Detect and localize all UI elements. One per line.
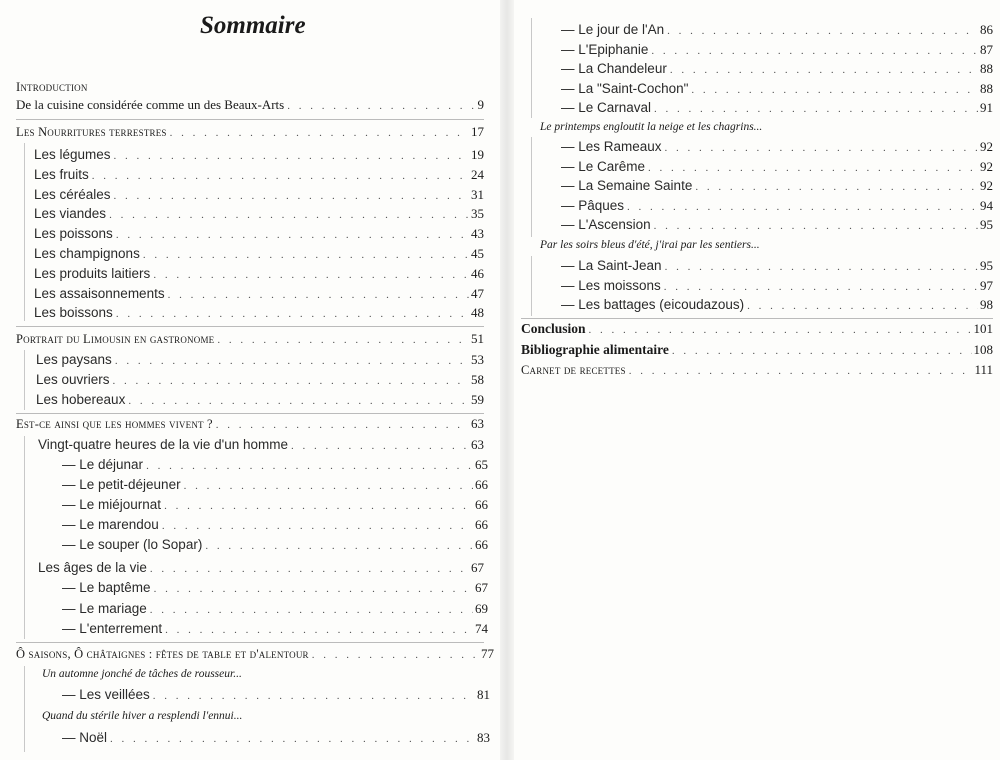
toc-entry-page: 92	[980, 158, 993, 174]
toc-entry-label: — Pâques	[561, 197, 625, 213]
leader-dots	[291, 437, 469, 455]
toc-entry-label: — La Chandeleur	[561, 61, 667, 76]
toc-entry-page: 74	[475, 621, 488, 636]
toc-entry-page: 35	[471, 206, 484, 222]
toc-entry-page: 95	[980, 258, 993, 273]
toc-entry-label: — Le mariage	[62, 600, 147, 616]
toc-entry-label: Les ouvriers	[36, 372, 110, 387]
toc-entry-page: 86	[980, 22, 993, 37]
toc-entry	[561, 21, 993, 39]
leader-dots	[168, 286, 469, 304]
toc-subsection-ete: Par les soirs bleus d'été, j'irai par les sentiers...	[540, 239, 760, 251]
leader-dots	[672, 342, 972, 360]
toc-entry	[561, 80, 993, 98]
toc-entry	[34, 205, 484, 223]
toc-entry-label: — L'Epiphanie	[561, 41, 649, 57]
indent-rule	[24, 666, 25, 752]
toc-entry-page: 9	[477, 97, 484, 112]
toc-section-bibliographie	[521, 341, 993, 359]
leader-dots	[670, 61, 978, 79]
indent-rule	[531, 137, 532, 237]
toc-entry	[62, 516, 488, 534]
toc-entry-page: 66	[475, 477, 488, 492]
toc-entry-vingt	[38, 436, 484, 454]
toc-entry	[34, 265, 484, 283]
toc-entry-label: Est-ce ainsi que les hommes vivent ?	[16, 417, 213, 431]
toc-entry	[561, 60, 993, 78]
toc-entry-page: 92	[980, 139, 993, 154]
leader-dots	[665, 258, 978, 276]
toc-section-nourritures	[16, 123, 484, 141]
toc-entry-label: Vingt-quatre heures de la vie d'un homme	[38, 437, 288, 452]
toc-entry	[561, 138, 993, 156]
toc-entry-page: 87	[980, 41, 993, 57]
toc-section-portrait	[16, 330, 484, 348]
leader-dots	[109, 206, 469, 224]
leader-dots	[150, 601, 473, 619]
toc-entry	[36, 351, 484, 369]
toc-entry-noel	[62, 729, 490, 747]
toc-entry	[561, 257, 993, 275]
toc-entry	[34, 225, 484, 243]
toc-entry-label: Les céréales	[34, 186, 111, 202]
toc-entry-label: — Le miéjournat	[62, 497, 162, 512]
toc-entry-page: 63	[471, 437, 484, 452]
toc-entry-label: Les produits laitiers	[34, 265, 151, 281]
toc-entry-page: 24	[471, 166, 484, 182]
toc-entry-label: — La Semaine Sainte	[561, 178, 693, 193]
toc-entry-page: 58	[471, 372, 484, 387]
toc-entry-page: 65	[475, 457, 488, 472]
toc-entry-label: Les assaisonnements	[34, 285, 165, 301]
toc-entry-label: Les fruits	[34, 166, 89, 182]
toc-entry-page: 111	[974, 362, 993, 377]
leader-dots	[589, 321, 972, 339]
toc-entry-page: 91	[980, 100, 993, 115]
toc-entry-label: — Le Carnaval	[561, 100, 652, 115]
toc-entry-page: 83	[477, 730, 490, 745]
indent-rule	[531, 256, 532, 316]
toc-entry-label: — Les Rameaux	[561, 139, 662, 154]
leader-dots	[627, 198, 978, 216]
indent-rule	[24, 436, 25, 639]
leader-dots	[146, 457, 473, 475]
toc-entry-label: Portrait du Limousin en gastronome	[16, 332, 215, 346]
toc-subsection-automne: Un automne jonché de tâches de rousseur...	[42, 668, 242, 680]
toc-entry	[34, 285, 484, 303]
toc-entry-page: 67	[475, 580, 488, 595]
leader-dots	[691, 81, 978, 99]
toc-entry	[62, 620, 488, 638]
toc-entry-label: — L'enterrement	[62, 621, 163, 636]
leader-dots	[164, 497, 473, 515]
leader-dots	[92, 167, 469, 185]
toc-entry-label: Les champignons	[34, 246, 140, 261]
toc-section-hommes	[16, 415, 484, 433]
page-title: Sommaire	[200, 12, 306, 39]
toc-section-introduction	[16, 78, 91, 96]
toc-section-conclusion	[521, 320, 993, 338]
toc-entry	[561, 277, 993, 295]
indent-rule	[24, 143, 25, 321]
leader-dots	[205, 537, 473, 555]
toc-entry	[34, 166, 484, 184]
toc-entry-page: 67	[471, 560, 484, 575]
toc-entry	[561, 296, 993, 314]
toc-entry-label: — Le baptême	[62, 580, 151, 595]
leader-dots	[154, 580, 473, 598]
toc-entry	[561, 158, 993, 176]
indent-rule	[531, 18, 532, 118]
toc-entry-page: 47	[471, 285, 484, 301]
toc-entry-page: 45	[471, 246, 484, 261]
leader-dots	[115, 352, 469, 370]
toc-entry-label: — Le souper (lo Sopar)	[62, 537, 203, 552]
toc-subsection-hiver: Quand du stérile hiver a resplendi l'ennui...	[42, 710, 243, 722]
toc-section-carnet	[521, 361, 993, 379]
toc-entry-page: 17	[471, 124, 484, 139]
section-divider	[16, 642, 484, 643]
leader-dots	[153, 687, 475, 705]
toc-entry-label: Les viandes	[34, 206, 107, 222]
toc-entry-label: Les paysans	[36, 352, 112, 367]
toc-entry-page: 43	[471, 226, 484, 242]
toc-entry-label: Les légumes	[34, 147, 111, 162]
toc-entry-label: — Le déjunar	[62, 457, 144, 472]
toc-entry-intro	[16, 96, 484, 114]
toc-entry-page: 48	[471, 305, 484, 321]
leader-dots	[312, 646, 479, 664]
toc-entry-page: 92	[980, 178, 993, 193]
leader-dots	[153, 266, 469, 284]
leader-dots	[747, 297, 978, 315]
toc-entry-label: — Le petit-déjeuner	[62, 477, 181, 492]
toc-entry	[62, 600, 488, 618]
toc-entry-page: 97	[980, 277, 993, 293]
leader-dots	[110, 730, 475, 748]
toc-entry-page: 46	[471, 265, 484, 281]
leader-dots	[114, 147, 469, 165]
toc-entry-ages	[38, 559, 484, 577]
toc-entry-page: 88	[980, 80, 993, 96]
leader-dots	[287, 97, 475, 115]
toc-entry-label: — L'Ascension	[561, 217, 651, 232]
toc-entry-veillees	[62, 686, 490, 704]
toc-entry-label: Carnet de recettes	[521, 363, 626, 377]
leader-dots	[150, 560, 469, 578]
section-divider	[16, 413, 484, 414]
toc-entry-label: Conclusion	[521, 321, 586, 336]
toc-entry-page: 53	[471, 352, 484, 367]
toc-entry-page: 98	[980, 297, 993, 312]
toc-entry-page: 66	[475, 497, 488, 512]
leader-dots	[217, 331, 469, 349]
toc-entry	[561, 216, 993, 234]
toc-entry-label: De la cuisine considérée comme un des Beaux-Arts	[16, 97, 285, 112]
leader-dots	[162, 517, 473, 535]
toc-entry-page: 101	[973, 321, 993, 336]
leader-dots	[165, 621, 473, 639]
toc-entry	[62, 476, 488, 494]
leader-dots	[143, 246, 469, 264]
toc-entry	[36, 391, 484, 409]
toc-entry-page: 88	[980, 61, 993, 76]
leader-dots	[216, 416, 469, 434]
toc-entry-page: 63	[471, 416, 484, 431]
toc-entry	[34, 186, 484, 204]
section-divider	[16, 119, 484, 120]
toc-entry	[34, 245, 484, 263]
toc-entry-label: Les Nourritures terrestres	[16, 125, 167, 139]
toc-entry-page: 77	[481, 646, 494, 661]
toc-entry-label: — La Saint-Jean	[561, 258, 662, 273]
toc-entry-page: 69	[475, 600, 488, 616]
leader-dots	[651, 42, 978, 60]
leader-dots	[648, 159, 978, 177]
toc-subsection-printemps: Le printemps engloutit la neige et les chagrins...	[540, 121, 763, 133]
toc-entry-label: Les boissons	[34, 305, 113, 321]
toc-entry-label: Bibliographie alimentaire	[521, 342, 669, 357]
toc-entry	[36, 371, 484, 389]
toc-entry	[62, 536, 488, 554]
toc-entry	[561, 177, 993, 195]
toc-entry-label: — Noël	[62, 730, 108, 745]
leader-dots	[113, 372, 469, 390]
toc-entry-page: 66	[475, 517, 488, 532]
toc-entry	[561, 41, 993, 59]
leader-dots	[667, 22, 978, 40]
toc-entry	[34, 304, 484, 322]
toc-section-saisons	[16, 645, 494, 663]
toc-entry-label: Les âges de la vie	[38, 560, 147, 575]
toc-entry	[62, 456, 488, 474]
toc-entry-label: — Les veillées	[62, 687, 150, 702]
toc-entry-label: Les poissons	[34, 226, 113, 242]
toc-entry-label: — La "Saint-Cochon"	[561, 80, 689, 96]
leader-dots	[128, 392, 469, 410]
toc-entry-page: 81	[477, 687, 490, 702]
toc-entry	[34, 146, 484, 164]
toc-entry	[62, 496, 488, 514]
leader-dots	[184, 477, 473, 495]
toc-entry-label: — Le jour de l'An	[561, 22, 665, 37]
right-page	[505, 0, 1000, 760]
leader-dots	[170, 124, 469, 142]
toc-entry	[561, 99, 993, 117]
toc-entry-label: Ô saisons, Ô châtaignes : fêtes de table et d'alentour	[16, 647, 309, 661]
toc-entry-page: 108	[973, 342, 993, 357]
toc-entry-page: 66	[475, 537, 488, 552]
toc-entry-page: 19	[471, 147, 484, 162]
section-divider	[521, 318, 993, 319]
toc-entry-label: — Les battages (eicoudazous)	[561, 297, 745, 312]
toc-entry-label: — Le Carême	[561, 158, 646, 174]
toc-entry-label: Les hobereaux	[36, 392, 126, 407]
toc-entry-label: — Les moissons	[561, 277, 661, 293]
indent-rule	[24, 350, 25, 410]
leader-dots	[654, 217, 978, 235]
leader-dots	[629, 362, 973, 380]
leader-dots	[654, 100, 978, 118]
toc-entry	[62, 579, 488, 597]
toc-entry-page: 31	[471, 186, 484, 202]
leader-dots	[665, 139, 978, 157]
leader-dots	[664, 278, 978, 296]
leader-dots	[695, 178, 978, 196]
toc-entry-label: — Le marendou	[62, 517, 159, 532]
section-divider	[16, 326, 484, 327]
toc-entry-page: 59	[471, 392, 484, 407]
leader-dots	[114, 187, 469, 205]
toc-heading-label: Introduction	[16, 80, 88, 94]
toc-entry-page: 94	[980, 197, 993, 213]
leader-dots	[116, 305, 469, 323]
leader-dots	[116, 226, 469, 244]
toc-entry-page: 95	[980, 217, 993, 232]
toc-entry-page: 51	[471, 331, 484, 346]
toc-entry	[561, 197, 993, 215]
